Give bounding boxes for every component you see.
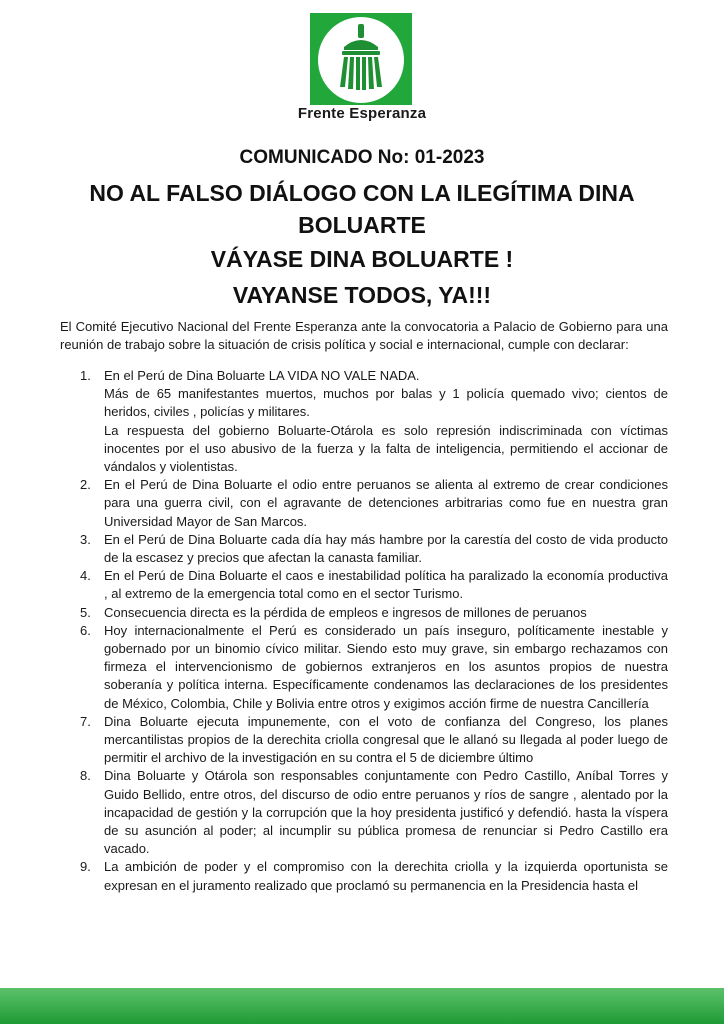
declaration-item [60, 476, 668, 531]
title-line-1: NO AL FALSO DIÁLOGO CON LA ILEGÍTIMA DINA [89, 180, 635, 206]
item-text: En el Perú de Dina Boluarte el caos e inestabilidad política ha paralizado la economía productiva , al extremo de la emergencia total como en el sector Turismo. [104, 568, 668, 602]
declarations-list [60, 367, 668, 895]
declaration-item [60, 567, 668, 603]
item-text: En el Perú de Dina Boluarte el odio entre peruanos se alienta al extremo de crear condiciones para una guerra civil, con el agravante de detenciones arbitrarias como fue en nuestra gran Universidad Mayor de San Marcos. [104, 477, 668, 529]
intro-paragraph: El Comité Ejecutivo Nacional del Frente Esperanza ante la convocatoria a Palacio de Gobierno para una reunión de trabajo sobre la situación de crisis política y social e internacional, cumple con declarar: [60, 319, 668, 352]
declaration-item [60, 531, 668, 567]
item-number: 1. [80, 368, 91, 383]
item-number: 5. [80, 604, 91, 620]
item-number: 8. [80, 768, 91, 784]
broom-icon [318, 17, 404, 103]
declaration-item [60, 767, 668, 858]
item-text: Dina Boluarte ejecuta impunemente, con el voto de confianza del Congreso, los planes mercantilistas propios de la derechita criolla congresal que le allanó su llegada al poder luego de permitir el archivo de la investigación en su contra el 5 de diciembre último [104, 713, 668, 766]
declaration-item [60, 858, 668, 894]
title-line-2: BOLUARTE [298, 212, 426, 238]
organization-name: Frente Esperanza [297, 105, 427, 122]
item-text: En el Perú de Dina Boluarte LA VIDA NO VALE NADA. [104, 368, 420, 383]
declaration-item [60, 622, 668, 713]
item-text: Hoy internacionalmente el Perú es considerado un país inseguro, políticamente inestable y gobernado por un binomio cívico militar. Siendo esto muy grave, sin embargo rechazamos con firmeza el intervencionismo de gobiernos extranjeros en los asuntos propios de nuestra soberanía y política interna. Específicamente condenamos las declaraciones de los presidentes de México, Colombia, Chile y Bolivia entre otros y exigimos acción firme de nuestra Cancillería [104, 622, 668, 711]
item-text: En el Perú de Dina Boluarte cada día hay más hambre por la carestía del costo de vida producto de la escasez y precios que afectan la canasta familiar. [104, 531, 668, 566]
item-number: 7. [80, 713, 91, 729]
item-text: Dina Boluarte y Otárola son responsables conjuntamente con Pedro Castillo, Aníbal Torres y Guido Bellido, entre otros, del discurso de odio entre peruanos y ríos de sangre , alentado por la incapacidad de gestión y la corrupción que la hoy presidenta justificó y defendió. hasta la víspera de su asunción al poder; al incumplir su pública promesa de renunciar si Pedro Castillo era vacado. [104, 768, 668, 857]
declaration-item [60, 713, 668, 768]
item-number: 4. [80, 568, 91, 584]
communique-number: COMUNICADO No: 01-2023 [239, 147, 485, 168]
item-number: 6. [80, 622, 91, 638]
logo-emblem [318, 17, 404, 103]
title-line-3: VÁYASE DINA BOLUARTE ! [210, 246, 514, 272]
item-number: 9. [80, 859, 91, 875]
declaration-item [60, 604, 668, 622]
footer-bar [0, 988, 724, 1024]
item-text: La respuesta del gobierno Boluarte-Otárola es solo represión indiscriminada con víctimas inocentes por el uso abusivo de la fuerza y la falta de inteligencia, permitiendo el accionar de vándalos y violentistas. [104, 422, 668, 475]
item-number: 3. [80, 531, 91, 547]
item-text: Consecuencia directa es la pérdida de empleos e ingresos de millones de peruanos [104, 604, 587, 620]
logo [310, 13, 412, 105]
item-text: Más de 65 manifestantes muertos, muchos por balas y 1 policía quemado vivo; cientos de heridos, civiles , policías y militares. [104, 386, 668, 420]
item-number: 2. [80, 477, 91, 493]
title-line-4: VAYANSE TODOS, YA!!! [232, 282, 492, 308]
declaration-item [60, 367, 668, 476]
item-text: La ambición de poder y el compromiso con la derechita criolla y la izquierda oportunista se expresan en el juramento realizado que proclamó su permanencia en la Presidencia hasta el [104, 859, 668, 893]
